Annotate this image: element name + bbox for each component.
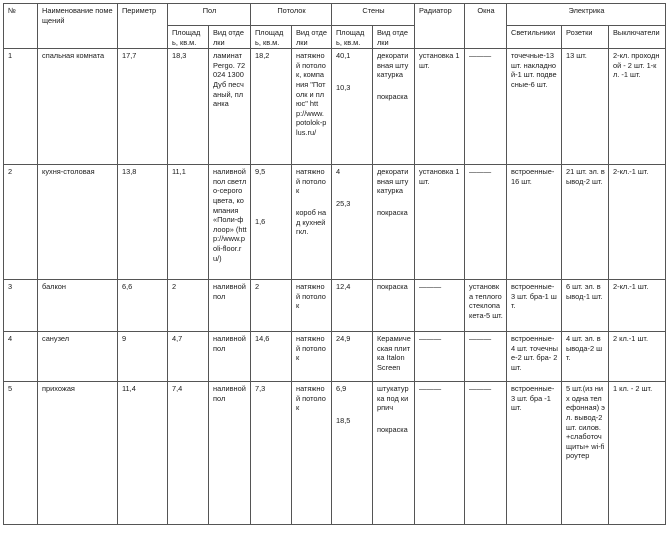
header-floor-area: Площадь, кв.м. <box>168 26 209 49</box>
cell-name: кухня-столовая <box>38 165 118 280</box>
cell-sockets: 5 шт.(из них одна телефонная) эл. вывод-2 шт. силов.+слаботочщиты+ wi-fi роутер <box>562 382 609 525</box>
cell-radiator: ——— <box>415 280 465 332</box>
ceiling-area-1: 9,5 <box>255 167 266 177</box>
renovation-table-sheet <box>3 3 666 525</box>
cell-floor-area: 2 <box>168 280 209 332</box>
cell-name: спальная комната <box>38 49 118 165</box>
cell-perimeter: 13,8 <box>118 165 168 280</box>
cell-sockets: 13 шт. <box>562 49 609 165</box>
cell-floor-finish: наливной пол светло-серого цвета, компания «Поли-флоор» (http://www.poli-floor.ru/) <box>209 165 251 280</box>
ceiling-finish-1: натяжной потолок <box>296 167 326 196</box>
cell-windows: ——— <box>465 332 507 382</box>
cell-switches: 2-кл.-1 шт. <box>609 280 666 332</box>
cell-lights: встроенные-16 шт. <box>507 165 562 280</box>
cell-num: 3 <box>4 280 38 332</box>
table-row <box>4 332 666 382</box>
header-ceiling-finish: Вид отделки <box>292 26 332 49</box>
cell-ceiling-area: 2 <box>251 280 292 332</box>
cell-radiator: ——— <box>415 382 465 525</box>
cell-name: балкон <box>38 280 118 332</box>
cell-windows: ——— <box>465 382 507 525</box>
walls-area-1: 4 <box>336 167 341 177</box>
cell-ceiling-area: 7,3 <box>251 382 292 525</box>
cell-floor-area: 4,7 <box>168 332 209 382</box>
cell-sockets: 4 шт. эл. вывода-2 шт. <box>562 332 609 382</box>
cell-radiator: установка 1 шт. <box>415 165 465 280</box>
cell-walls-finish <box>373 49 415 165</box>
walls-finish-2: покраска <box>377 424 408 434</box>
header-name: Наименование помещений <box>38 4 118 49</box>
cell-windows: ——— <box>465 165 507 280</box>
cell-perimeter: 17,7 <box>118 49 168 165</box>
cell-lights: точечные-13 шт. накладной-1 шт. подвесные-6 шт. <box>507 49 562 165</box>
cell-floor-finish: наливной пол <box>209 280 251 332</box>
cell-lights: встроенные-3 шт. бра-1 шт. <box>507 280 562 332</box>
cell-num: 2 <box>4 165 38 280</box>
walls-finish-2: покраска <box>377 207 408 217</box>
cell-ceiling-area: 18,2 <box>251 49 292 165</box>
cell-windows: установка теплого стеклопакета-5 шт. <box>465 280 507 332</box>
cell-name: прихожая <box>38 382 118 525</box>
walls-area-1: 40,1 <box>336 51 351 61</box>
cell-switches: 2 кл.-1 шт. <box>609 332 666 382</box>
cell-ceiling-finish: натяжной потолок, компания "Потолк и плюс" http://www.potolok-plus.ru/ <box>292 49 332 165</box>
cell-perimeter: 9 <box>118 332 168 382</box>
header-perimeter: Периметр <box>118 4 168 49</box>
cell-ceiling-finish: натяжной потолок <box>292 332 332 382</box>
walls-finish-1: декоративная штукатурка <box>377 167 409 196</box>
table-row <box>4 280 666 332</box>
cell-floor-area: 7,4 <box>168 382 209 525</box>
table-row <box>4 49 666 165</box>
ceiling-area-2: 1,6 <box>255 216 266 226</box>
cell-floor-area: 18,3 <box>168 49 209 165</box>
cell-switches: 2-кл.-1 шт. <box>609 165 666 280</box>
cell-walls-finish: покраска <box>373 280 415 332</box>
cell-sockets: 6 шт. эл. вывод-1 шт. <box>562 280 609 332</box>
cell-radiator: ——— <box>415 332 465 382</box>
cell-lights: встроенные-3 шт. бра -1 шт. <box>507 382 562 525</box>
cell-sockets: 21 шт. эл. вывод-2 шт. <box>562 165 609 280</box>
cell-walls-area <box>332 49 373 165</box>
header-floor: Пол <box>168 4 251 26</box>
cell-ceiling-area: 14,6 <box>251 332 292 382</box>
walls-area-2: 25,3 <box>336 198 351 208</box>
header-switches: Выключатели <box>609 26 666 49</box>
header-walls-area: Площадь, кв.м. <box>332 26 373 49</box>
ceiling-finish-2: короб над кухней гкл. <box>296 207 327 237</box>
walls-area-1: 6,9 <box>336 384 347 394</box>
table-row <box>4 382 666 525</box>
header-ceiling-area: Площадь, кв.м. <box>251 26 292 49</box>
cell-walls-area <box>332 165 373 280</box>
walls-area-2: 10,3 <box>336 82 351 92</box>
header-sockets: Розетки <box>562 26 609 49</box>
cell-floor-finish: ламинат Pergo. 72024 1300 Дуб песчаный, планка <box>209 49 251 165</box>
cell-walls-finish: Керамическая плитка Italon Screen <box>373 332 415 382</box>
walls-finish-1: штукатурка под кирпич <box>377 384 409 413</box>
cell-perimeter: 6,6 <box>118 280 168 332</box>
cell-floor-area: 11,1 <box>168 165 209 280</box>
cell-switches: 1 кл. - 2 шт. <box>609 382 666 525</box>
cell-radiator: установка 1 шт. <box>415 49 465 165</box>
cell-windows: ——— <box>465 49 507 165</box>
cell-floor-finish: наливной пол <box>209 332 251 382</box>
cell-walls-area <box>332 382 373 525</box>
cell-ceiling-area <box>251 165 292 280</box>
header-row-1 <box>4 4 666 26</box>
cell-switches: 2-кл. проходной - 2 шт. 1-кл. -1 шт. <box>609 49 666 165</box>
cell-num: 1 <box>4 49 38 165</box>
header-num: № <box>4 4 38 49</box>
table-row <box>4 165 666 280</box>
cell-perimeter: 11,4 <box>118 382 168 525</box>
cell-ceiling-finish <box>292 165 332 280</box>
header-floor-finish: Вид отделки <box>209 26 251 49</box>
header-electric: Электрика <box>507 4 666 26</box>
cell-num: 4 <box>4 332 38 382</box>
walls-finish-1: декоративная штукатурка <box>377 51 409 80</box>
header-ceiling: Потолок <box>251 4 332 26</box>
cell-walls-area: 12,4 <box>332 280 373 332</box>
cell-walls-finish <box>373 382 415 525</box>
cell-floor-finish: наливной пол <box>209 382 251 525</box>
header-lights: Светильники <box>507 26 562 49</box>
header-radiator: Радиатор <box>415 4 465 49</box>
walls-area-2: 18,5 <box>336 415 351 425</box>
cell-lights: встроенные-4 шт. точечные-2 шт. бра- 2 шт. <box>507 332 562 382</box>
walls-finish-2: покраска <box>377 91 408 101</box>
cell-num: 5 <box>4 382 38 525</box>
rooms-table <box>3 3 666 525</box>
cell-walls-area: 24,9 <box>332 332 373 382</box>
cell-ceiling-finish: натяжной потолок <box>292 280 332 332</box>
cell-walls-finish <box>373 165 415 280</box>
header-walls-finish: Вид отделки <box>373 26 415 49</box>
header-walls: Стены <box>332 4 415 26</box>
cell-ceiling-finish: натяжной потолок <box>292 382 332 525</box>
cell-name: санузел <box>38 332 118 382</box>
header-windows: Окна <box>465 4 507 49</box>
